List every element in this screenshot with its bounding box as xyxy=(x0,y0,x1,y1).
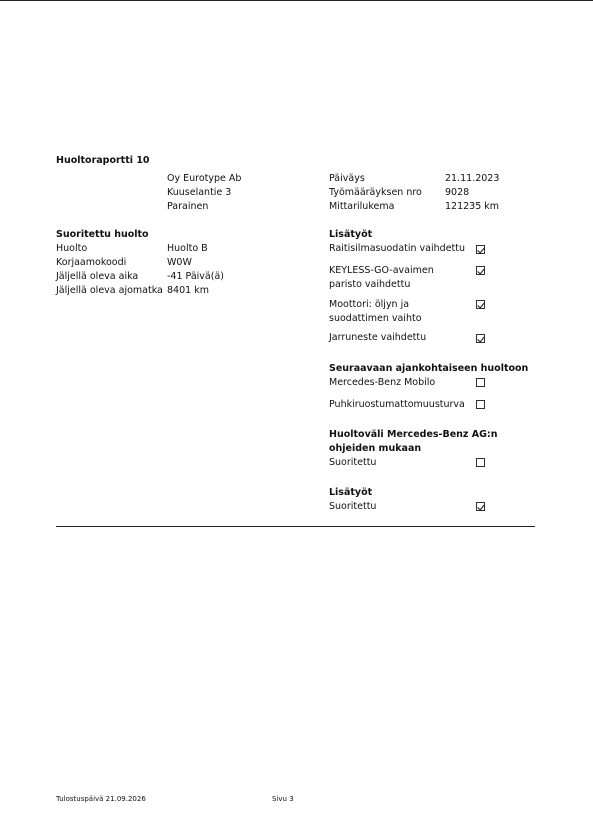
meta-odometer-value: 121235 km xyxy=(445,201,500,212)
section-divider xyxy=(56,526,535,527)
extra-item-checkbox[interactable] xyxy=(476,334,485,343)
time-remaining-label: Jäljellä oleva aika xyxy=(56,271,139,282)
next-service-item-label: Mercedes-Benz Mobilo xyxy=(329,377,436,388)
service-done-heading: Suoritettu huolto xyxy=(56,229,149,240)
top-border xyxy=(0,0,593,1)
extra-item-label: Jarruneste vaihdettu xyxy=(329,332,427,343)
company-name: Oy Eurotype Ab xyxy=(167,173,242,184)
next-service-heading: Seuraavaan ajankohtaiseen huoltoon xyxy=(329,363,529,374)
interval-item-label: Suoritettu xyxy=(329,457,377,468)
meta-date-label: Päiväys xyxy=(329,173,365,184)
service-value: Huolto B xyxy=(167,243,208,254)
report-title: Huoltoraportti 10 xyxy=(56,155,150,166)
meta-odometer-label: Mittarilukema xyxy=(329,201,395,212)
page-number: Sivu 3 xyxy=(272,795,294,803)
next-service-checkbox[interactable] xyxy=(476,400,485,409)
interval-checkbox[interactable] xyxy=(476,458,485,467)
service-label: Huolto xyxy=(56,243,88,254)
extra-item-checkbox[interactable] xyxy=(476,300,485,309)
extra-work-2-item-label: Suoritettu xyxy=(329,501,377,512)
meta-order-label: Työmääräyksen nro xyxy=(329,187,422,198)
distance-remaining-label: Jäljellä oleva ajomatka xyxy=(56,285,163,296)
next-service-item-label: Puhkiruostumattomuusturva xyxy=(329,399,465,410)
extra-item-checkbox[interactable] xyxy=(476,245,485,254)
meta-order-value: 9028 xyxy=(445,187,470,198)
interval-heading: Huoltoväli Mercedes-Benz AG:n ohjeiden mukaan xyxy=(329,429,498,454)
extra-work-2-checkbox[interactable] xyxy=(476,502,485,511)
extra-item-label: KEYLESS-GO-avaimen paristo vaihdettu xyxy=(329,265,434,290)
extra-work-2-heading: Lisätyöt xyxy=(329,487,373,498)
company-city: Parainen xyxy=(167,201,209,212)
workshop-code-label: Korjaamokoodi xyxy=(56,257,127,268)
extra-item-label: Raitisilmasuodatin vaihdettu xyxy=(329,243,466,254)
extra-item-checkbox[interactable] xyxy=(476,266,485,275)
meta-date-value: 21.11.2023 xyxy=(445,173,500,184)
extra-item-label: Moottori: öljyn ja suodattimen vaihto xyxy=(329,299,422,324)
next-service-checkbox[interactable] xyxy=(476,378,485,387)
workshop-code-value: W0W xyxy=(167,257,192,268)
distance-remaining-value: 8401 km xyxy=(167,285,209,296)
company-street: Kuuselantie 3 xyxy=(167,187,232,198)
time-remaining-value: -41 Päivä(ä) xyxy=(167,271,224,282)
print-date: Tulostuspäivä 21.09.2026 xyxy=(56,795,146,803)
extra-work-heading: Lisätyöt xyxy=(329,229,373,240)
